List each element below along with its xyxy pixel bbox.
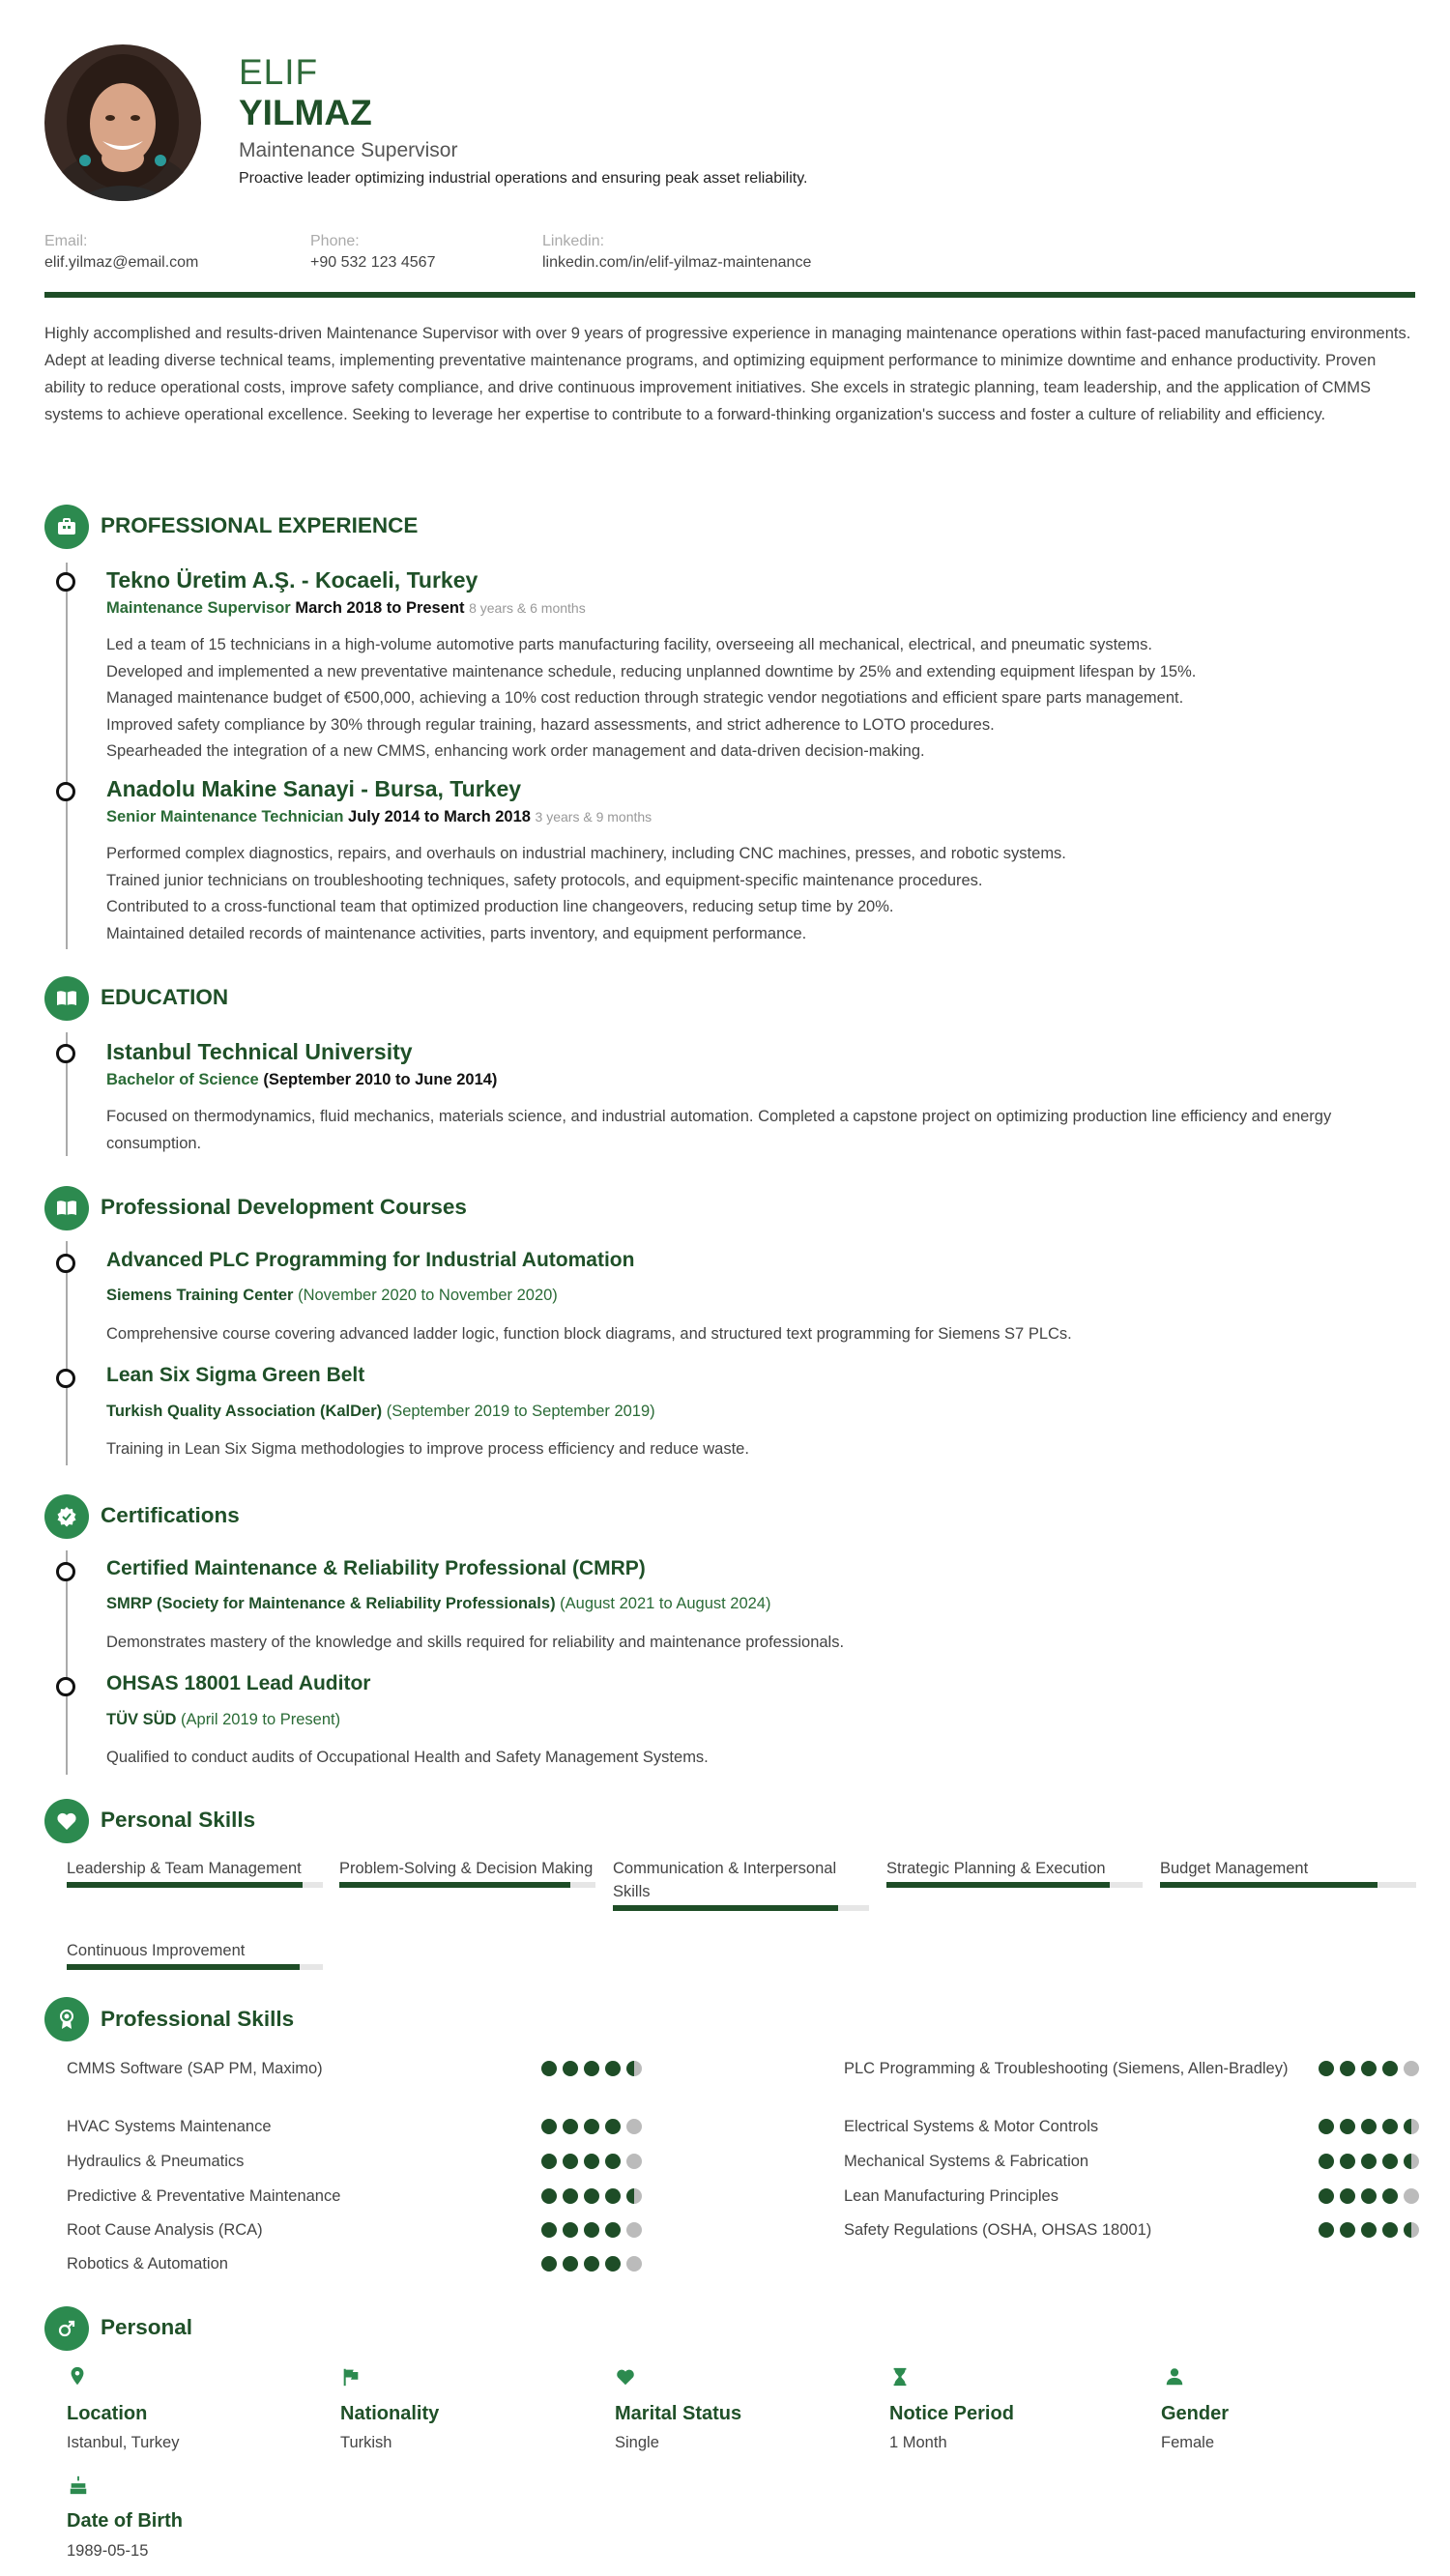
rating-dot <box>541 2061 557 2076</box>
skill-rating <box>1319 2119 1419 2134</box>
rating-dot <box>1404 2222 1419 2238</box>
certification-description: Qualified to conduct audits of Occupational Health and Safety Management Systems. <box>106 1749 709 1766</box>
course-description: Comprehensive course covering advanced ladder logic, function block diagrams, and structured text programming for Siemens S7 PLCs. <box>106 1325 1072 1343</box>
role-dates: March 2018 to Present <box>295 599 465 617</box>
rating-dot <box>605 2256 621 2272</box>
company-name: Tekno Üretim A.Ş. - Kocaeli, Turkey <box>106 567 478 593</box>
skill-bar-fill <box>886 1882 1110 1888</box>
rating-dot <box>605 2061 621 2076</box>
profile-photo <box>44 44 201 201</box>
timeline-dot <box>56 572 75 592</box>
bullet: Improved safety compliance by 30% through regular training, hazard assessments, and strict adherence to LOTO procedures. <box>106 715 995 734</box>
first-name: ELIF <box>239 52 319 92</box>
rating-dot <box>1361 2222 1377 2238</box>
skill-rating <box>541 2154 642 2169</box>
personal-skill <box>67 1939 323 1970</box>
certification-issuer: SMRP (Society for Maintenance & Reliability Professionals) <box>106 1595 556 1612</box>
certification-dates: (April 2019 to Present) <box>181 1711 341 1728</box>
section-title-personal-skills: Personal Skills <box>101 1808 256 1832</box>
rating-dot <box>1319 2188 1334 2204</box>
personal-skill <box>886 1857 1143 1888</box>
rating-dot <box>1361 2119 1377 2134</box>
flag-icon <box>340 2366 362 2388</box>
skill-name: Lean Manufacturing Principles <box>844 2187 1058 2205</box>
rating-dot <box>563 2119 578 2134</box>
personal-label: Notice Period <box>889 2403 1014 2424</box>
rating-dot <box>584 2222 599 2238</box>
certification-dates: (August 2021 to August 2024) <box>560 1595 771 1612</box>
phone-value[interactable]: +90 532 123 4567 <box>310 254 436 271</box>
skill-rating <box>541 2119 642 2134</box>
book-icon <box>44 976 89 1021</box>
skill-name: Hydraulics & Pneumatics <box>67 2153 245 2170</box>
certification-org <box>106 1711 340 1729</box>
rating-dot <box>1340 2188 1355 2204</box>
timeline-line <box>66 1550 68 1775</box>
skill-bar-fill <box>67 1882 303 1888</box>
degree-title: Bachelor of Science <box>106 1071 259 1088</box>
rating-dot <box>1340 2154 1355 2169</box>
last-name: YILMAZ <box>239 93 372 132</box>
skill-name: Predictive & Preventative Maintenance <box>67 2187 341 2205</box>
role-dates: July 2014 to March 2018 <box>348 808 531 825</box>
personal-label: Location <box>67 2403 148 2424</box>
job-bullets <box>106 632 1411 766</box>
phone-label: Phone: <box>310 233 360 249</box>
skill-bar-fill <box>1160 1882 1378 1888</box>
skill-rating <box>541 2061 642 2076</box>
bullet: Maintained detailed records of maintenance activities, parts inventory, and equipment performance. <box>106 924 807 942</box>
bullet: Led a team of 15 technicians in a high-volume automotive parts manufacturing facility, overseeing all mechanical, electrical, and pneumatic systems. <box>106 636 1152 653</box>
section-title-education: EDUCATION <box>101 985 229 1009</box>
skill-bar <box>886 1882 1143 1888</box>
briefcase-icon <box>44 505 89 549</box>
bullet: Contributed to a cross-functional team that optimized production line changeovers, reducing setup time by 20%. <box>106 898 894 915</box>
skill-rating <box>541 2256 642 2272</box>
skill-bar-fill <box>339 1882 570 1888</box>
rating-dot <box>1404 2154 1419 2169</box>
timeline-line <box>66 563 68 949</box>
personal-value: 1989-05-15 <box>67 2542 149 2560</box>
skill-name: Root Cause Analysis (RCA) <box>67 2221 263 2239</box>
rating-dot <box>626 2119 642 2134</box>
certification-name: Certified Maintenance & Reliability Professional (CMRP) <box>106 1557 646 1579</box>
school-name: Istanbul Technical University <box>106 1039 413 1064</box>
bullet: Performed complex diagnostics, repairs, and overhauls on industrial machinery, including CNC machines, presses, and robotic systems. <box>106 845 1066 862</box>
rating-dot <box>1319 2061 1334 2076</box>
course-description: Training in Lean Six Sigma methodologies to improve process efficiency and reduce waste. <box>106 1440 749 1458</box>
rating-dot <box>1382 2119 1398 2134</box>
rating-dot <box>1319 2222 1334 2238</box>
rating-dot <box>563 2061 578 2076</box>
rating-dot <box>541 2119 557 2134</box>
rating-dot <box>1382 2222 1398 2238</box>
badge-check-icon <box>44 1494 89 1539</box>
rating-dot <box>584 2188 599 2204</box>
location-pin-icon <box>67 2365 88 2387</box>
rating-dot <box>1382 2188 1398 2204</box>
header-divider <box>44 292 1415 298</box>
course-name: Lean Six Sigma Green Belt <box>106 1364 365 1386</box>
bullet: Developed and implemented a new preventative maintenance schedule, reducing unplanned downtime by 25% and extending equipment lifespan by 15%. <box>106 662 1197 680</box>
rating-dot <box>1361 2188 1377 2204</box>
rating-dot <box>541 2222 557 2238</box>
rating-dot <box>1340 2061 1355 2076</box>
skill-name: Communication & Interpersonal Skills <box>613 1860 837 1900</box>
section-title-certifications: Certifications <box>101 1503 240 1527</box>
contact-phone <box>310 233 435 272</box>
timeline-dot <box>56 1369 75 1388</box>
skill-rating <box>1319 2061 1419 2076</box>
person-icon <box>1164 2366 1185 2388</box>
rating-dot <box>1382 2154 1398 2169</box>
skill-rating <box>1319 2154 1419 2169</box>
role-duration: 3 years & 9 months <box>535 809 652 825</box>
personal-label: Nationality <box>340 2403 440 2424</box>
contact-email <box>44 233 198 272</box>
skill-name: PLC Programming & Troubleshooting (Siemens, Allen-Bradley) <box>844 2060 1289 2077</box>
skill-name: Problem-Solving & Decision Making <box>339 1860 594 1877</box>
tagline: Proactive leader optimizing industrial operations and ensuring peak asset reliability. <box>239 170 808 187</box>
rating-dot <box>626 2256 642 2272</box>
rating-dot <box>584 2119 599 2134</box>
rating-dot <box>605 2119 621 2134</box>
rating-dot <box>563 2154 578 2169</box>
section-title-personal: Personal <box>101 2315 193 2339</box>
cake-icon <box>68 2475 89 2496</box>
bullet: Managed maintenance budget of €500,000, achieving a 10% cost reduction through strategic vendor negotiations and efficient spare parts management. <box>106 689 1184 707</box>
timeline-dot <box>56 1677 75 1696</box>
course-dates: (September 2019 to September 2019) <box>386 1403 655 1420</box>
rating-dot <box>563 2222 578 2238</box>
summary: Highly accomplished and results-driven Maintenance Supervisor with over 9 years of progressive experience in managing maintenance operations within fast-paced manufacturing environments. Adept at leading diverse technical teams, implementing preventative maintenance programs, and optimizing equipment performance to minimize downtime and enhance productivity. Proven ability to reduce operational costs, improve safety compliance, and drive continuous improvement initiatives. She excels in strategic planning, team leadership, and the application of CMMS systems to achieve operational excellence. Seeking to leverage her expertise to contribute to a forward-thinking organization's success and foster a culture of reliability and efficiency. <box>44 325 1411 423</box>
rating-dot <box>605 2222 621 2238</box>
course-provider: Turkish Quality Association (KalDer) <box>106 1403 383 1420</box>
book-icon <box>44 1186 89 1230</box>
job-bullets <box>106 841 1411 947</box>
skill-name: CMMS Software (SAP PM, Maximo) <box>67 2060 323 2077</box>
timeline-dot <box>56 1562 75 1581</box>
personal-skill <box>339 1857 595 1888</box>
email-value[interactable]: elif.yilmaz@email.com <box>44 254 199 271</box>
rating-dot <box>584 2256 599 2272</box>
rating-dot <box>1404 2061 1419 2076</box>
rating-dot <box>541 2256 557 2272</box>
personal-label: Date of Birth <box>67 2510 183 2532</box>
contact-linkedin <box>542 233 811 272</box>
rating-dot <box>1382 2061 1398 2076</box>
job-title: Maintenance Supervisor <box>239 139 458 161</box>
timeline-dot <box>56 1044 75 1063</box>
skill-bar <box>1160 1882 1416 1888</box>
rating-dot <box>563 2188 578 2204</box>
certification-issuer: TÜV SÜD <box>106 1711 177 1728</box>
rating-dot <box>1361 2061 1377 2076</box>
gender-icon <box>44 2306 89 2351</box>
role-title: Maintenance Supervisor <box>106 599 291 617</box>
email-label: Email: <box>44 233 88 249</box>
certification-description: Demonstrates mastery of the knowledge and skills required for reliability and maintenance professionals. <box>106 1634 845 1651</box>
job-role <box>106 599 586 618</box>
rating-dot <box>541 2154 557 2169</box>
personal-skill <box>613 1857 869 1911</box>
skill-name: Safety Regulations (OSHA, OHSAS 18001) <box>844 2221 1152 2239</box>
certification-name: OHSAS 18001 Lead Auditor <box>106 1672 371 1694</box>
rating-dot <box>626 2154 642 2169</box>
rating-dot <box>1404 2119 1419 2134</box>
timeline-line <box>66 1241 68 1465</box>
section-title-professional-skills: Professional Skills <box>101 2007 295 2031</box>
skill-bar-fill <box>613 1905 838 1911</box>
skill-name: Continuous Improvement <box>67 1942 246 1959</box>
rating-dot <box>541 2188 557 2204</box>
role-duration: 8 years & 6 months <box>469 600 586 616</box>
rating-dot <box>605 2188 621 2204</box>
skill-bar <box>67 1882 323 1888</box>
section-title-courses: Professional Development Courses <box>101 1195 467 1219</box>
rating-dot <box>584 2154 599 2169</box>
rating-dot <box>626 2061 642 2076</box>
personal-skill <box>67 1857 323 1888</box>
skill-name: Strategic Planning & Execution <box>886 1860 1106 1877</box>
rating-dot <box>1361 2154 1377 2169</box>
skill-name: Electrical Systems & Motor Controls <box>844 2118 1099 2135</box>
section-title-experience: PROFESSIONAL EXPERIENCE <box>101 513 419 537</box>
hourglass-icon <box>889 2366 911 2388</box>
heart-icon <box>44 1799 89 1843</box>
education-description: Focused on thermodynamics, fluid mechanics, materials science, and industrial automation. Completed a capstone project on optimizing production line efficiency and energy consumption. <box>106 1108 1332 1152</box>
skill-rating <box>541 2188 642 2204</box>
skill-rating <box>541 2222 642 2238</box>
course-name: Advanced PLC Programming for Industrial Automation <box>106 1249 635 1271</box>
rating-dot <box>626 2188 642 2204</box>
rating-dot <box>563 2256 578 2272</box>
personal-value: Turkish <box>340 2434 392 2451</box>
linkedin-value[interactable]: linkedin.com/in/elif-yilmaz-maintenance <box>542 254 812 271</box>
course-dates: (November 2020 to November 2020) <box>298 1287 558 1304</box>
personal-value: Istanbul, Turkey <box>67 2434 180 2451</box>
personal-label: Marital Status <box>615 2403 742 2424</box>
rating-dot <box>605 2154 621 2169</box>
rating-dot <box>584 2061 599 2076</box>
timeline-dot <box>56 1254 75 1273</box>
personal-value: Female <box>1161 2434 1215 2451</box>
skill-name: Budget Management <box>1160 1860 1309 1877</box>
course-org <box>106 1287 558 1305</box>
bullet: Trained junior technicians on troubleshooting techniques, safety protocols, and equipment-specific maintenance procedures. <box>106 871 983 889</box>
course-provider: Siemens Training Center <box>106 1287 294 1304</box>
skill-name: Robotics & Automation <box>67 2255 228 2272</box>
skill-rating <box>1319 2188 1419 2204</box>
personal-value: 1 Month <box>889 2434 947 2451</box>
personal-value: Single <box>615 2434 659 2451</box>
rating-dot <box>1319 2119 1334 2134</box>
timeline-dot <box>56 782 75 801</box>
personal-skill <box>1160 1857 1416 1888</box>
rating-dot <box>1340 2119 1355 2134</box>
skill-name: Leadership & Team Management <box>67 1860 302 1877</box>
certification-org <box>106 1595 770 1613</box>
skill-bar-fill <box>67 1964 300 1970</box>
rating-dot <box>1319 2154 1334 2169</box>
degree-dates: (September 2010 to June 2014) <box>263 1071 498 1088</box>
rating-dot <box>1340 2222 1355 2238</box>
bullet: Spearheaded the integration of a new CMMS, enhancing work order management and data-driven decision-making. <box>106 742 925 760</box>
skill-bar <box>339 1882 595 1888</box>
heart-icon <box>615 2366 636 2388</box>
skill-name: Mechanical Systems & Fabrication <box>844 2153 1089 2170</box>
skill-name: HVAC Systems Maintenance <box>67 2118 272 2135</box>
course-org <box>106 1403 655 1421</box>
job-role <box>106 808 652 826</box>
role-title: Senior Maintenance Technician <box>106 808 344 825</box>
rating-dot <box>626 2222 642 2238</box>
degree <box>106 1071 497 1089</box>
personal-label: Gender <box>1161 2403 1230 2424</box>
skill-rating <box>1319 2222 1419 2238</box>
company-name: Anadolu Makine Sanayi - Bursa, Turkey <box>106 776 522 801</box>
rating-dot <box>1404 2188 1419 2204</box>
skill-bar <box>67 1964 323 1970</box>
linkedin-label: Linkedin: <box>542 233 605 249</box>
skill-bar <box>613 1905 869 1911</box>
award-icon <box>44 1997 89 2041</box>
